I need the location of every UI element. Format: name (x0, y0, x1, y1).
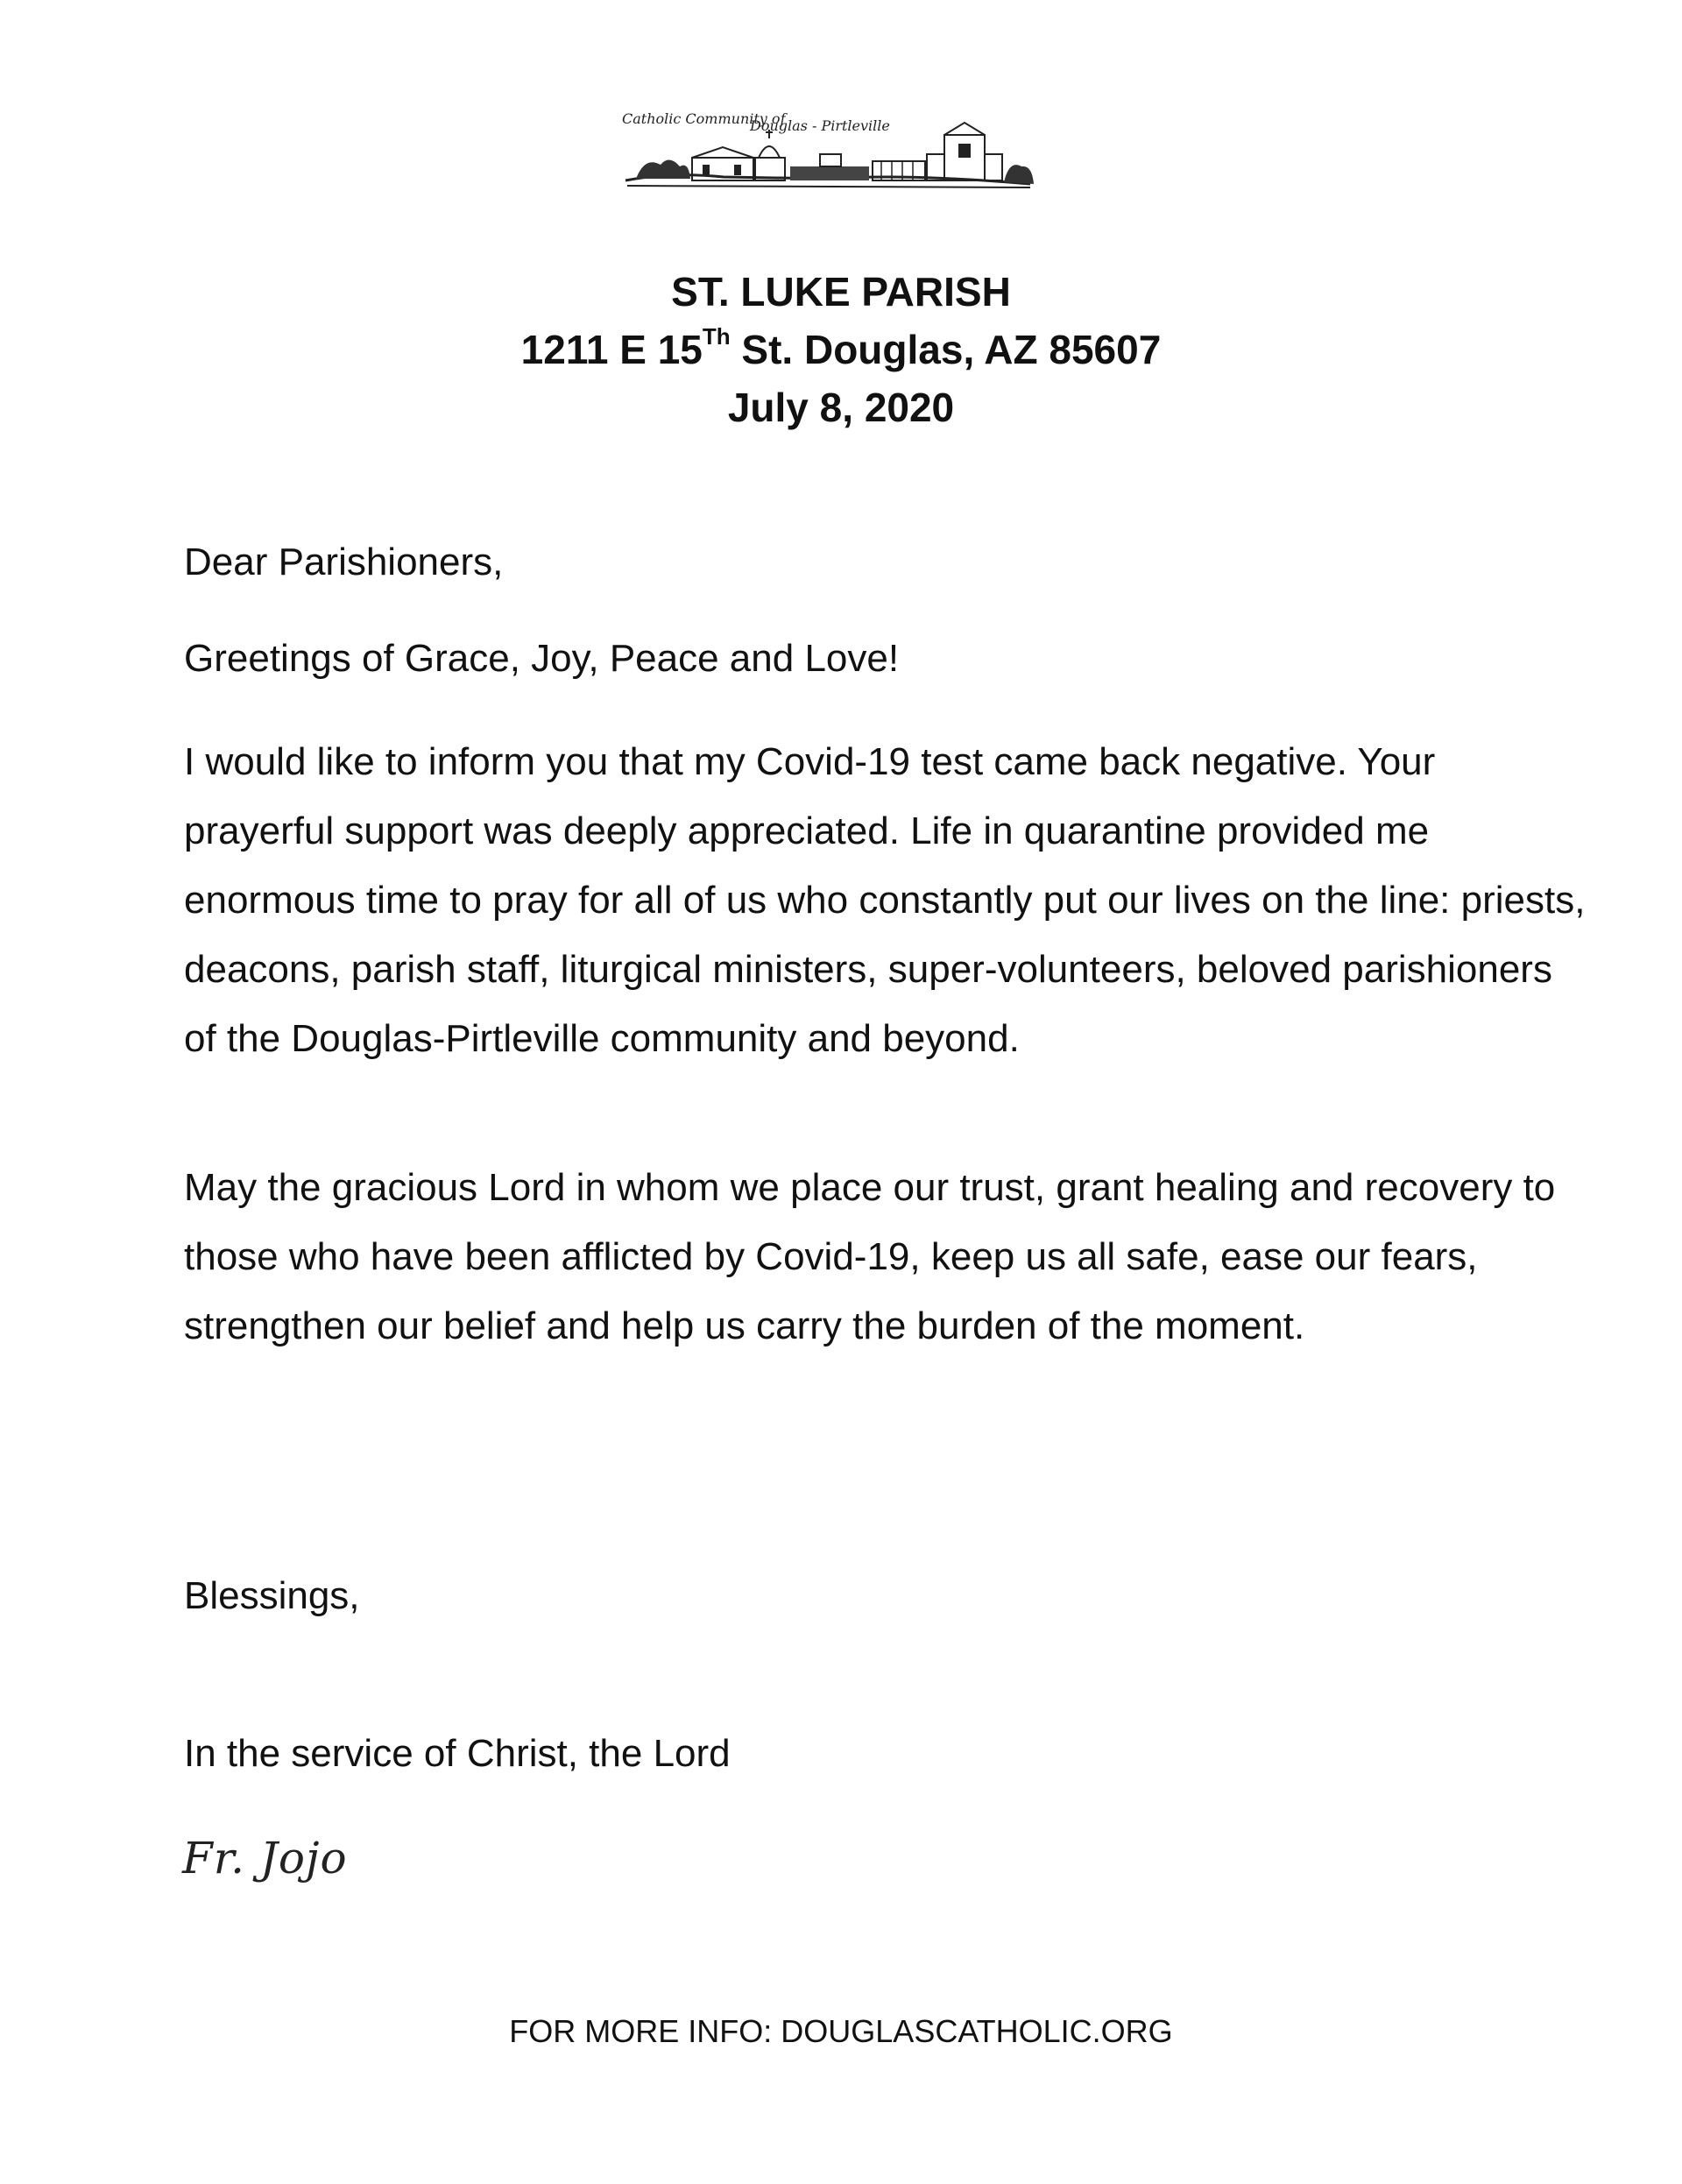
address-street-number: 1211 E 15 (520, 327, 703, 372)
salutation: Dear Parishioners, (184, 541, 504, 583)
paragraph-prayer: May the gracious Lord in whom we place our trust, grant healing and recovery to those who have been afflicted by Covid-19, keep us all safe, ease our fears, strengthen our belief and help us carry the burden of the moment. (184, 1166, 1556, 1347)
letter-header (0, 263, 1682, 436)
logo-community-text: Catholic Community of (622, 110, 786, 127)
service-line: In the service of Christ, the Lord (184, 1732, 731, 1775)
signature: Fr. Jojo (182, 1833, 348, 1884)
address-city-line: St. Douglas, AZ 85607 (730, 327, 1162, 372)
closing-blessings: Blessings, (184, 1574, 360, 1617)
logo-town-text: Douglas - Pirtleville (750, 117, 890, 134)
parish-name: ST. LUKE PARISH (671, 269, 1011, 315)
paragraph-test-result: I would like to inform you that my Covid-19 test came back negative. Your prayerful support was deeply appreciated. Life in quarantine provided me enormous time to pray for all of us who constantly put our lives on the line: priests, deacons, parish staff, liturgical ministers, super-volunteers, beloved parishioners of the Douglas-Pirtleville community and beyond. (184, 740, 1586, 1060)
parish-address (0, 321, 1682, 378)
letter-date: July 8, 2020 (727, 385, 955, 430)
greeting-line: Greetings of Grace, Joy, Peace and Love! (184, 637, 900, 680)
footer-info: FOR MORE INFO: DOUGLASCATHOLIC.ORG (509, 2013, 1173, 2049)
parish-logo-banner (618, 103, 1039, 200)
address-ordinal-suffix: Th (702, 322, 731, 350)
